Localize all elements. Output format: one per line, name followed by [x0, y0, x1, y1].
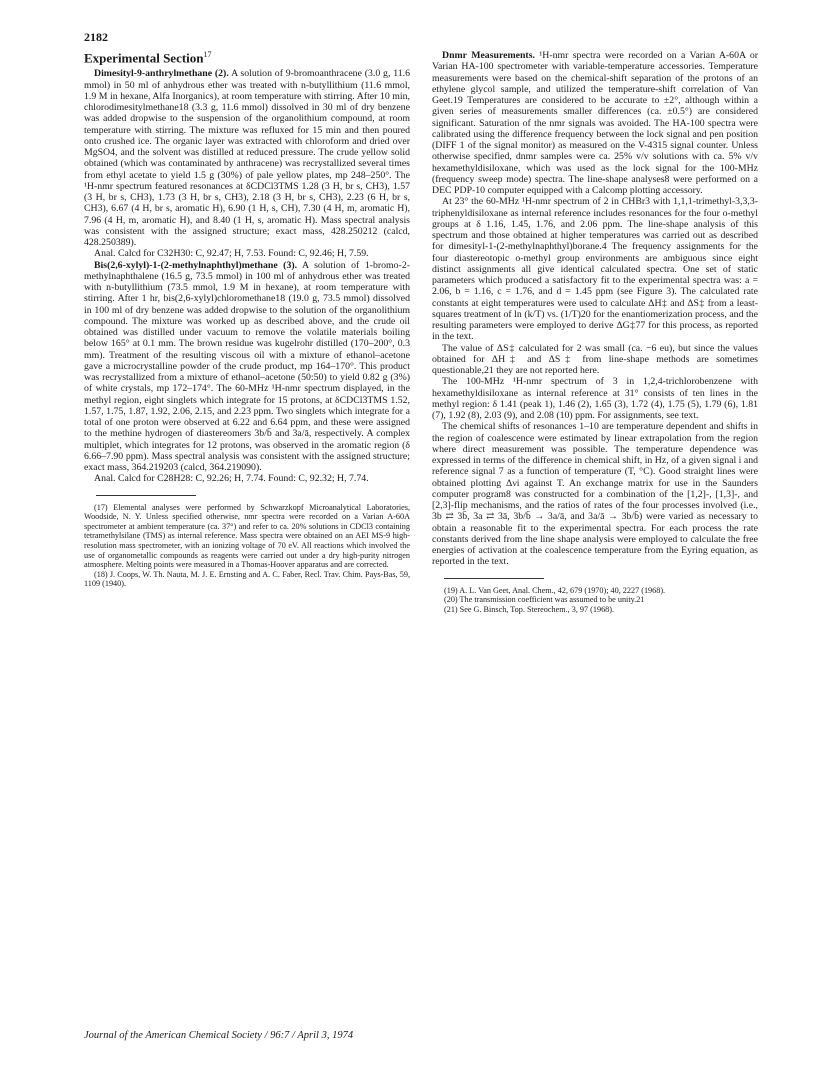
paragraph-entropy: The value of ΔS‡ calculated for 2 was small (ca. −6 eu), but since the values obtained for ΔH‡ and ΔS‡ from line-shape methods are sometimes questionable,21 they are not reported here. [432, 342, 758, 376]
paragraph-dimesityl [84, 68, 410, 248]
footnote-divider [96, 495, 196, 496]
paragraph-body: A solution of 9-bromoanthracene (3.0 g, 11.6 mmol) in 50 ml of anhydrous ether was treated with n-butyllithium (11.6 mmol, 1.9 M in hexane, Alfa Inorganics), at room temperature with stirring. After 10 min, chlorodimesitylmethane18 (3.3 g, 11.6 mmol) dissolved in 30 ml of dry benzene was added dropwise to the suspension of the organolithium compound, at room temperature with stirring. The mixture was refluxed for 15 min and then poured onto crushed ice. The organic layer was extracted with chloroform and dried over MgSO4, and the solvent was distilled at reduced pressure. The crude yellow solid obtained (which was contaminated by anthracene) was recrystallized several times from ethyl acetate to yield 1.5 g (30%) of pale yellow plates, mp 248–250°. The ¹H-nmr spectrum featured resonances at δCDCl3TMS 1.28 (3 H, br s, CH3), 1.57 (3 H, br s, CH3), 1.73 (3 H, br s, CH3), 2.18 (3 H, br s, CH3), 2.23 (6 H, br s, CH3), 6.67 (4 H, br s, aromatic H), 6.90 (1 H, s, CH), 7.30 (4 H, m, aromatic H), 7.96 (4 H, m, aromatic H), and 8.40 (1 H, s, aromatic H). Mass spectral analysis was consistent with the assigned structure; exact mass, 428.250212 (calcd, 428.250389). [84, 68, 410, 249]
section-title-ref: 17 [203, 50, 212, 59]
footnote-20: (20) The transmission coefficient was assumed to be unity.21 [444, 595, 645, 605]
compound-heading: Dimesityl-9-anthrylmethane (2). [94, 68, 229, 80]
footnote-19: (19) A. L. Van Geet, Anal. Chem., 42, 679 (1970); 40, 2227 (1968). [444, 585, 666, 595]
right-column [432, 50, 758, 614]
analysis-3: Anal. Calcd for C28H28: C, 92.26; H, 7.74. Found: C, 92.32; H, 7.74. [94, 473, 369, 485]
section-heading: Dnmr Measurements. [442, 50, 535, 61]
footnotes-right [432, 586, 758, 615]
paragraph-spectrum-2: At 23° the 60-MHz ¹H-nmr spectrum of 2 in CHBr3 with 1,1,1-trimethyl-3,3,3-triphenyldisiloxane as internal reference includes resonances for the four o-methyl groups at δ 1.16, 1.45, 1.76, and 2.06 ppm. The line-shape analysis of this spectrum and those obtained at higher temperatures was carried out as described for dimesityl-1-(2-methylnaphthyl)borane.4 The frequency assignments for the four diastereotopic o-methyl group environments are ambiguous since eight distinct assignments all give identical calculated spectra. One set of static parameters which produced a satisfactory fit to the experimental spectra was: a = 2.06, b = 1.16, c = 1.76, and d = 1.45 ppm (see Figure 3). The calculated rate constants at eight temperatures were used to calculate ΔH‡ and ΔS‡ from a least-squares treatment of ln (k/T) vs. (1/T)20 for the enantiomerization process, and the resulting parameters were employed to derive ΔG‡77 for this process, as reported in the text. [432, 196, 758, 343]
journal-footer: Journal of the American Chemical Society / 96:7 / April 3, 1974 [84, 1030, 354, 1041]
footnote-17: (17) Elemental analyses were performed by Schwarzkopf Microanalytical Laboratories, Woodside, N. Y. Unless specified otherwise, nmr spectra were recorded on a Varian A-60A spectrometer at ambient temperature (ca. 37°) and refer to ca. 20% solutions in CDCl3 containing tetramethylsilane (TMS) as internal reference. Mass spectra were obtained on an AEI MS-9 high-resolution mass spectrometer, with an ionizing voltage of 70 eV. All reactions which involved the use of organometallic compounds as reagents were carried out under a dry high-purity nitrogen atmosphere. Melting points were measured in a Thomas-Hoover apparatus and are corrected. [84, 502, 410, 570]
footnote-divider [444, 578, 544, 579]
left-column [84, 50, 410, 589]
paragraph-body: A solution of 1-bromo-2-methylnaphthalene (16.5 g, 73.5 mmol) in 100 ml of anhydrous ether was treated with n-butyllithium (73.5 mmol, 1.9 M in hexane), at room temperature with stirring. After 1 hr, bis(2,6-xylyl)chloromethane18 (19.0 g, 73.5 mmol) dissolved in 100 ml of dry benzene was added dropwise to the solution of the organolithium compound. The mixture was worked up as described above, and the crude oil obtained was distilled under vacuum to remove the volatile materials boiling below 165° at 0.1 mm. The brown residue was kugelrohr distilled (170–200°, 0.3 mm). Treatment of the resulting viscous oil with a mixture of ethanol–acetone gave a microcrystalline powder of the crude product, mp 164–170°. This product was recrystallized from a mixture of ethanol–acetone (50:50) to yield 0.82 g (3%) of white crystals, mp 172–174°. The 60-MHz ¹H-nmr spectrum displayed, in the methyl region, eight singlets which integrate for 15 protons, at δCDCl3TMS 1.52, 1.57, 1.75, 1.87, 1.92, 2.06, 2.15, and 2.23 ppm. Two singlets which integrate for a total of one proton were observed at 6.22 and 6.64 ppm, and these were assigned to the methine hydrogen of diastereomers 3b/b̄ and 3a/ā, respectively. A complex multiplet, which integrates for 12 protons, was observed in the aromatic region (δ 6.66–7.90 ppm). Mass spectral analysis was consistent with the assigned structure; exact mass, 364.219203 (calcd, 364.219090). [84, 259, 410, 474]
paragraph-chemical-shifts: The chemical shifts of resonances 1–10 are temperature dependent and shifts in the region of coalescence were estimated by linear extrapolation from the region where direct measurement was possible. The temperature dependence was expressed in terms of the difference in chemical shift, in Hz, of a given signal i and reference signal 7 as a function of temperature (T, °C). Good straight lines were obtained plotting Δνi against T. An exchange matrix for use in the Saunders computer program8 was constructed for a combination of the [1,2]-, [1,3]-, and [2,3]-flip mechanisms, and the ratios of rates of the four processes involved (i.e., 3b ⇄ 3b̄, 3a ⇄ 3ā, 3b/b̄ → 3a/ā, and 3a/ā → 3b/b̄) were varied as necessary to obtain a reasonable fit to the experimental spectra. For each process the rate constants derived from the line shape analysis were employed to calculate the free energies of activation at the coalescence temperature from the Eyring equation, as reported in the text. [432, 421, 758, 568]
paragraph-bisxylyl [84, 260, 410, 474]
footnote-21: (21) See G. Binsch, Top. Stereochem., 3, 97 (1968). [444, 604, 615, 614]
analysis-2: Anal. Calcd for C32H30: C, 92.47; H, 7.53. Found: C, 92.46; H, 7.59. [94, 248, 369, 260]
compound-heading: Bis(2,6-xylyl)-1-(2-methylnaphthyl)methane (3). [94, 259, 298, 271]
section-title [84, 50, 410, 66]
paragraph-dnmr [432, 50, 758, 196]
footnotes-left [84, 503, 410, 589]
section-title-text: Experimental Section [84, 50, 204, 66]
page-number: 2182 [84, 30, 108, 44]
paragraph-body: ¹H-nmr spectra were recorded on a Varian A-60A or Varian HA-100 spectrometer with variable-temperature accessories. Temperature measurements were based on the chemical-shift separation of the protons of an ethylene glycol sample, and utilized the temperature-shift correlation of Van Geet.19 Temperatures are considered to be accurate to ±2°, although within a given series of measurements smaller differences (ca. ±0.5°) are considered significant. Saturation of the nmr signals was avoided. The HA-100 spectra were calibrated using the difference frequency between the lock signal and pen position (DIFF 1 of the signal monitor) as measured on the V-4315 signal counter. Unless otherwise specified, dnmr samples were ca. 25% v/v solutions with ca. 5% v/v hexamethyldisiloxane, which was used as the lock signal for the 100-MHz (frequency sweep mode) spectra. The line-shape analyses8 were performed on a DEC PDP-10 computer equipped with a Calcomp plotting accessory. [432, 50, 759, 196]
footnote-18: (18) J. Coops, W. Th. Nauta, M. J. E. Ernsting and A. C. Faber, Recl. Trav. Chim. Pays-Bas, 59, 1109 (1940). [84, 569, 410, 589]
paragraph-spectrum-3: The 100-MHz ¹H-nmr spectrum of 3 in 1,2,4-trichlorobenzene with hexamethyldisiloxane as internal reference at 31° consists of ten lines in the methyl region: δ 1.41 (peak 1), 1.46 (2), 1.65 (3), 1.72 (4), 1.75 (5), 1.79 (6), 1.81 (7), 1.92 (8), 2.03 (9), and 2.08 (10) ppm. For assignments, see text. [432, 376, 758, 421]
